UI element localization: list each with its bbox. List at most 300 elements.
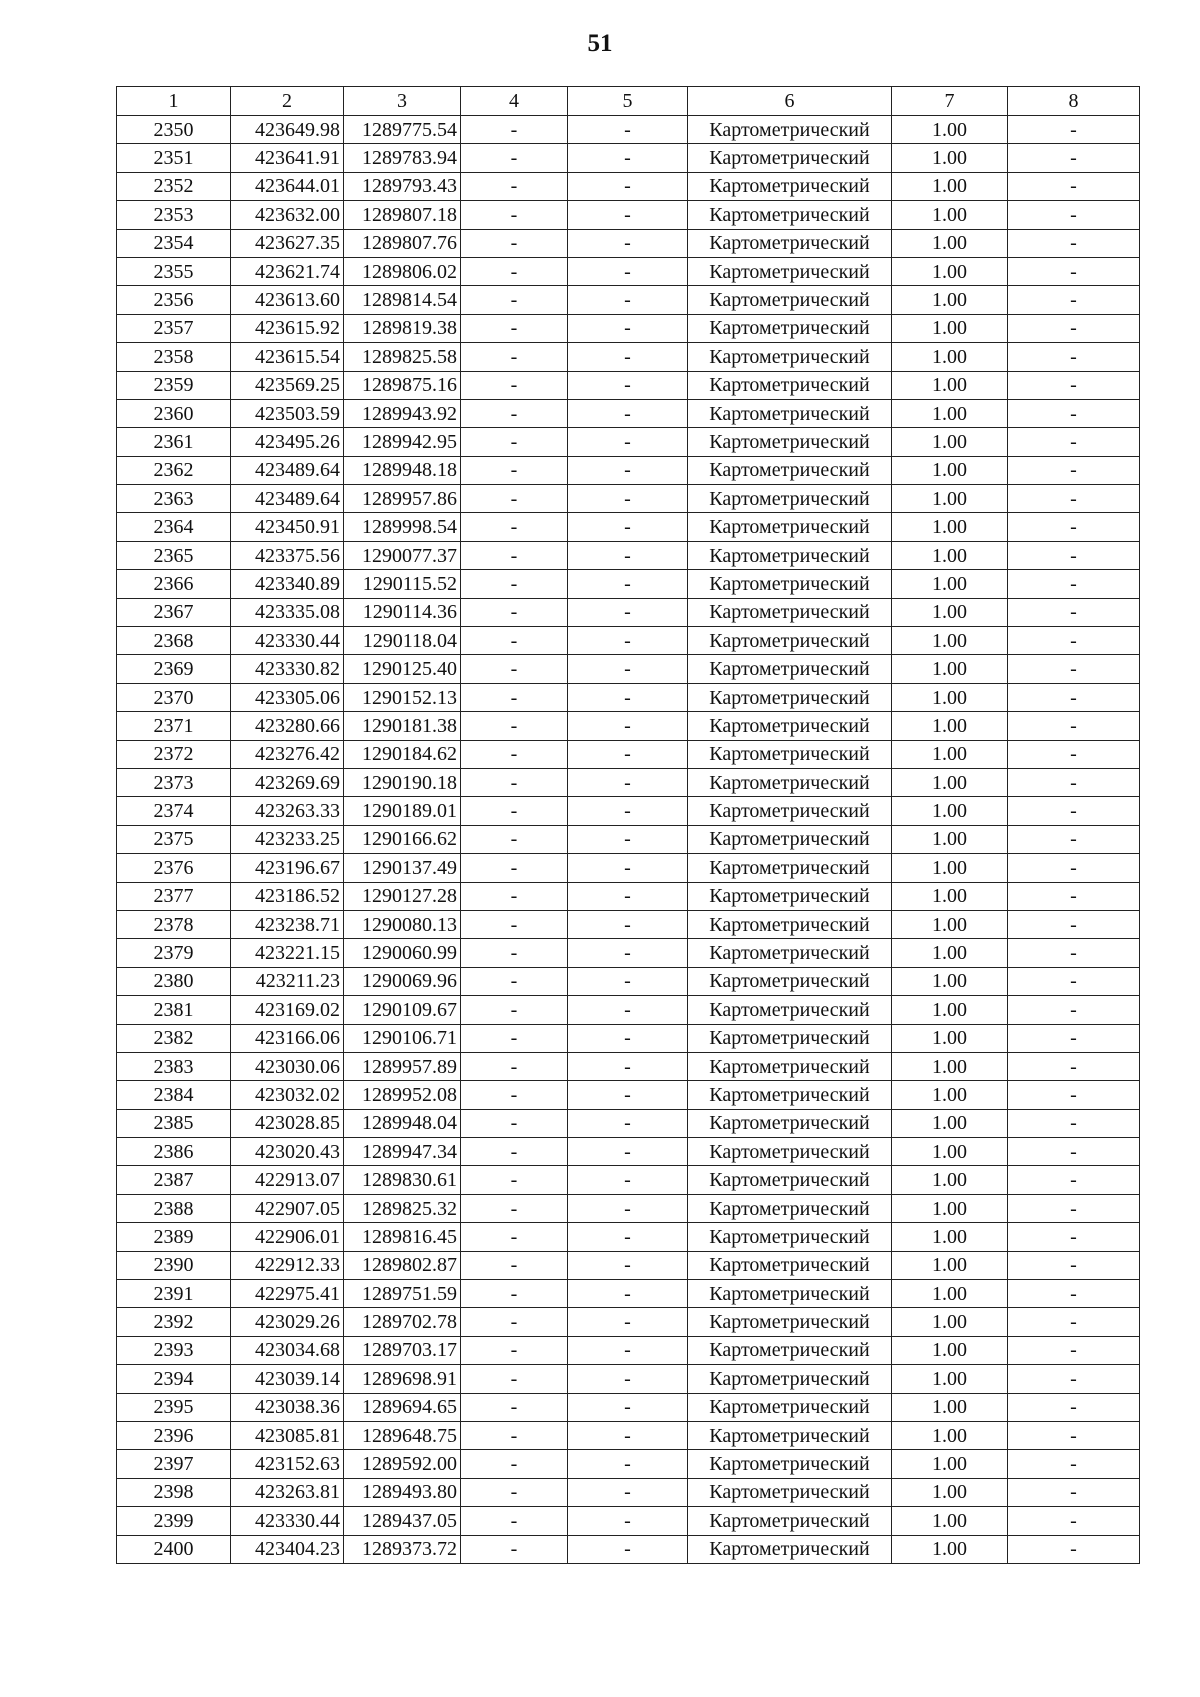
col4-cell: - — [461, 314, 568, 342]
table-row — [117, 598, 1140, 626]
col4-cell: - — [461, 967, 568, 995]
method-cell: Картометрический — [688, 314, 892, 342]
col5-cell: - — [568, 428, 688, 456]
method-cell: Картометрический — [688, 1478, 892, 1506]
col4-cell: - — [461, 627, 568, 655]
accuracy-cell: 1.00 — [892, 1024, 1008, 1052]
method-cell: Картометрический — [688, 1365, 892, 1393]
y-coordinate-cell: 1290114.36 — [344, 598, 461, 626]
col8-cell: - — [1008, 541, 1140, 569]
accuracy-cell: 1.00 — [892, 1421, 1008, 1449]
y-coordinate-cell: 1290127.28 — [344, 882, 461, 910]
table-row — [117, 286, 1140, 314]
col5-cell: - — [568, 399, 688, 427]
x-coordinate-cell: 422907.05 — [231, 1194, 344, 1222]
col4-cell: - — [461, 825, 568, 853]
method-cell: Картометрический — [688, 485, 892, 513]
method-cell: Картометрический — [688, 428, 892, 456]
method-cell: Картометрический — [688, 1507, 892, 1535]
table-row — [117, 854, 1140, 882]
col4-cell: - — [461, 683, 568, 711]
x-coordinate-cell: 423276.42 — [231, 740, 344, 768]
col4-cell: - — [461, 229, 568, 257]
x-coordinate-cell: 423330.44 — [231, 1507, 344, 1535]
point-number-cell: 2357 — [117, 314, 231, 342]
x-coordinate-cell: 423263.81 — [231, 1478, 344, 1506]
point-number-cell: 2353 — [117, 201, 231, 229]
col8-cell: - — [1008, 399, 1140, 427]
method-cell: Картометрический — [688, 1535, 892, 1563]
col4-cell: - — [461, 541, 568, 569]
y-coordinate-cell: 1290152.13 — [344, 683, 461, 711]
x-coordinate-cell: 423615.54 — [231, 343, 344, 371]
col4-cell: - — [461, 257, 568, 285]
y-coordinate-cell: 1289825.58 — [344, 343, 461, 371]
point-number-cell: 2370 — [117, 683, 231, 711]
method-cell: Картометрический — [688, 513, 892, 541]
x-coordinate-cell: 423280.66 — [231, 712, 344, 740]
table-row — [117, 144, 1140, 172]
x-coordinate-cell: 423627.35 — [231, 229, 344, 257]
col4-cell: - — [461, 1478, 568, 1506]
point-number-cell: 2382 — [117, 1024, 231, 1052]
table-row — [117, 825, 1140, 853]
table-row — [117, 343, 1140, 371]
point-number-cell: 2377 — [117, 882, 231, 910]
col4-cell: - — [461, 1535, 568, 1563]
table-row — [117, 201, 1140, 229]
table-row — [117, 1223, 1140, 1251]
col4-cell: - — [461, 513, 568, 541]
col4-cell: - — [461, 598, 568, 626]
x-coordinate-cell: 423186.52 — [231, 882, 344, 910]
table-row — [117, 768, 1140, 796]
y-coordinate-cell: 1290118.04 — [344, 627, 461, 655]
col5-cell: - — [568, 740, 688, 768]
accuracy-cell: 1.00 — [892, 1308, 1008, 1336]
col4-cell: - — [461, 939, 568, 967]
col8-cell: - — [1008, 996, 1140, 1024]
accuracy-cell: 1.00 — [892, 740, 1008, 768]
accuracy-cell: 1.00 — [892, 627, 1008, 655]
table-row — [117, 797, 1140, 825]
col8-cell: - — [1008, 513, 1140, 541]
y-coordinate-cell: 1289592.00 — [344, 1450, 461, 1478]
table-row — [117, 1507, 1140, 1535]
accuracy-cell: 1.00 — [892, 967, 1008, 995]
col4-cell: - — [461, 1336, 568, 1364]
accuracy-cell: 1.00 — [892, 1450, 1008, 1478]
col8-cell: - — [1008, 627, 1140, 655]
table-row — [117, 1393, 1140, 1421]
y-coordinate-cell: 1290125.40 — [344, 655, 461, 683]
col8-cell: - — [1008, 1024, 1140, 1052]
accuracy-cell: 1.00 — [892, 371, 1008, 399]
table-row — [117, 513, 1140, 541]
accuracy-cell: 1.00 — [892, 825, 1008, 853]
table-row — [117, 456, 1140, 484]
col8-cell: - — [1008, 1081, 1140, 1109]
x-coordinate-cell: 423020.43 — [231, 1138, 344, 1166]
col8-cell: - — [1008, 712, 1140, 740]
accuracy-cell: 1.00 — [892, 144, 1008, 172]
col4-cell: - — [461, 882, 568, 910]
y-coordinate-cell: 1289806.02 — [344, 257, 461, 285]
table-row — [117, 1421, 1140, 1449]
y-coordinate-cell: 1289783.94 — [344, 144, 461, 172]
x-coordinate-cell: 423613.60 — [231, 286, 344, 314]
col5-cell: - — [568, 513, 688, 541]
x-coordinate-cell: 423028.85 — [231, 1109, 344, 1137]
col5-cell: - — [568, 1421, 688, 1449]
col8-cell: - — [1008, 1194, 1140, 1222]
accuracy-cell: 1.00 — [892, 257, 1008, 285]
method-cell: Картометрический — [688, 201, 892, 229]
col8-cell: - — [1008, 371, 1140, 399]
method-cell: Картометрический — [688, 740, 892, 768]
column-header: 6 — [688, 87, 892, 116]
col5-cell: - — [568, 797, 688, 825]
y-coordinate-cell: 1289816.45 — [344, 1223, 461, 1251]
accuracy-cell: 1.00 — [892, 1478, 1008, 1506]
method-cell: Картометрический — [688, 1421, 892, 1449]
y-coordinate-cell: 1289819.38 — [344, 314, 461, 342]
method-cell: Картометрический — [688, 371, 892, 399]
x-coordinate-cell: 423030.06 — [231, 1052, 344, 1080]
y-coordinate-cell: 1289957.89 — [344, 1052, 461, 1080]
x-coordinate-cell: 423221.15 — [231, 939, 344, 967]
y-coordinate-cell: 1289952.08 — [344, 1081, 461, 1109]
col4-cell: - — [461, 456, 568, 484]
col4-cell: - — [461, 116, 568, 144]
table-row — [117, 740, 1140, 768]
x-coordinate-cell: 423034.68 — [231, 1336, 344, 1364]
point-number-cell: 2368 — [117, 627, 231, 655]
table-row — [117, 257, 1140, 285]
x-coordinate-cell: 423503.59 — [231, 399, 344, 427]
accuracy-cell: 1.00 — [892, 513, 1008, 541]
method-cell: Картометрический — [688, 1308, 892, 1336]
method-cell: Картометрический — [688, 1138, 892, 1166]
method-cell: Картометрический — [688, 627, 892, 655]
column-header: 2 — [231, 87, 344, 116]
point-number-cell: 2375 — [117, 825, 231, 853]
y-coordinate-cell: 1289998.54 — [344, 513, 461, 541]
col8-cell: - — [1008, 1393, 1140, 1421]
col5-cell: - — [568, 1166, 688, 1194]
x-coordinate-cell: 423166.06 — [231, 1024, 344, 1052]
table-row — [117, 1251, 1140, 1279]
y-coordinate-cell: 1290166.62 — [344, 825, 461, 853]
method-cell: Картометрический — [688, 229, 892, 257]
point-number-cell: 2386 — [117, 1138, 231, 1166]
table-row — [117, 485, 1140, 513]
table-row — [117, 1336, 1140, 1364]
col8-cell: - — [1008, 1507, 1140, 1535]
x-coordinate-cell: 422913.07 — [231, 1166, 344, 1194]
table-row — [117, 399, 1140, 427]
point-number-cell: 2390 — [117, 1251, 231, 1279]
col5-cell: - — [568, 1081, 688, 1109]
col4-cell: - — [461, 1393, 568, 1421]
table-row — [117, 116, 1140, 144]
table-row — [117, 655, 1140, 683]
accuracy-cell: 1.00 — [892, 286, 1008, 314]
x-coordinate-cell: 423340.89 — [231, 570, 344, 598]
col8-cell: - — [1008, 1365, 1140, 1393]
col4-cell: - — [461, 1507, 568, 1535]
col8-cell: - — [1008, 201, 1140, 229]
y-coordinate-cell: 1289947.34 — [344, 1138, 461, 1166]
accuracy-cell: 1.00 — [892, 229, 1008, 257]
col5-cell: - — [568, 712, 688, 740]
col5-cell: - — [568, 1535, 688, 1563]
x-coordinate-cell: 423152.63 — [231, 1450, 344, 1478]
table-row — [117, 541, 1140, 569]
col4-cell: - — [461, 144, 568, 172]
method-cell: Картометрический — [688, 825, 892, 853]
col5-cell: - — [568, 1308, 688, 1336]
col5-cell: - — [568, 1138, 688, 1166]
table-row — [117, 1081, 1140, 1109]
y-coordinate-cell: 1289807.18 — [344, 201, 461, 229]
accuracy-cell: 1.00 — [892, 882, 1008, 910]
table-row — [117, 996, 1140, 1024]
y-coordinate-cell: 1290106.71 — [344, 1024, 461, 1052]
col8-cell: - — [1008, 598, 1140, 626]
y-coordinate-cell: 1290184.62 — [344, 740, 461, 768]
accuracy-cell: 1.00 — [892, 1081, 1008, 1109]
col5-cell: - — [568, 541, 688, 569]
method-cell: Картометрический — [688, 399, 892, 427]
col4-cell: - — [461, 1308, 568, 1336]
x-coordinate-cell: 423330.82 — [231, 655, 344, 683]
col8-cell: - — [1008, 144, 1140, 172]
col8-cell: - — [1008, 257, 1140, 285]
y-coordinate-cell: 1290190.18 — [344, 768, 461, 796]
method-cell: Картометрический — [688, 1223, 892, 1251]
accuracy-cell: 1.00 — [892, 1109, 1008, 1137]
accuracy-cell: 1.00 — [892, 399, 1008, 427]
x-coordinate-cell: 423330.44 — [231, 627, 344, 655]
point-number-cell: 2381 — [117, 996, 231, 1024]
col4-cell: - — [461, 1421, 568, 1449]
method-cell: Картометрический — [688, 1450, 892, 1478]
col5-cell: - — [568, 939, 688, 967]
x-coordinate-cell: 423489.64 — [231, 456, 344, 484]
accuracy-cell: 1.00 — [892, 201, 1008, 229]
accuracy-cell: 1.00 — [892, 598, 1008, 626]
col4-cell: - — [461, 1166, 568, 1194]
column-header: 8 — [1008, 87, 1140, 116]
col5-cell: - — [568, 1194, 688, 1222]
col8-cell: - — [1008, 683, 1140, 711]
method-cell: Картометрический — [688, 910, 892, 938]
table-row — [117, 683, 1140, 711]
x-coordinate-cell: 423641.91 — [231, 144, 344, 172]
accuracy-cell: 1.00 — [892, 541, 1008, 569]
point-number-cell: 2399 — [117, 1507, 231, 1535]
table-row — [117, 712, 1140, 740]
accuracy-cell: 1.00 — [892, 1052, 1008, 1080]
col4-cell: - — [461, 854, 568, 882]
col5-cell: - — [568, 655, 688, 683]
col8-cell: - — [1008, 1109, 1140, 1137]
col5-cell: - — [568, 1251, 688, 1279]
y-coordinate-cell: 1290069.96 — [344, 967, 461, 995]
col4-cell: - — [461, 1365, 568, 1393]
col4-cell: - — [461, 1280, 568, 1308]
table-row — [117, 1138, 1140, 1166]
table-row — [117, 1365, 1140, 1393]
method-cell: Картометрический — [688, 683, 892, 711]
col4-cell: - — [461, 1024, 568, 1052]
col4-cell: - — [461, 1109, 568, 1137]
col5-cell: - — [568, 371, 688, 399]
column-header: 5 — [568, 87, 688, 116]
method-cell: Картометрический — [688, 1393, 892, 1421]
accuracy-cell: 1.00 — [892, 1194, 1008, 1222]
point-number-cell: 2380 — [117, 967, 231, 995]
col4-cell: - — [461, 485, 568, 513]
table-row — [117, 314, 1140, 342]
col5-cell: - — [568, 1223, 688, 1251]
point-number-cell: 2376 — [117, 854, 231, 882]
y-coordinate-cell: 1289775.54 — [344, 116, 461, 144]
x-coordinate-cell: 423621.74 — [231, 257, 344, 285]
column-header: 7 — [892, 87, 1008, 116]
col5-cell: - — [568, 825, 688, 853]
point-number-cell: 2351 — [117, 144, 231, 172]
y-coordinate-cell: 1289648.75 — [344, 1421, 461, 1449]
col4-cell: - — [461, 201, 568, 229]
table-row — [117, 1194, 1140, 1222]
point-number-cell: 2393 — [117, 1336, 231, 1364]
x-coordinate-cell: 423038.36 — [231, 1393, 344, 1421]
y-coordinate-cell: 1289437.05 — [344, 1507, 461, 1535]
table-row — [117, 1308, 1140, 1336]
y-coordinate-cell: 1289825.32 — [344, 1194, 461, 1222]
y-coordinate-cell: 1289948.04 — [344, 1109, 461, 1137]
method-cell: Картометрический — [688, 996, 892, 1024]
point-number-cell: 2359 — [117, 371, 231, 399]
accuracy-cell: 1.00 — [892, 1223, 1008, 1251]
y-coordinate-cell: 1290137.49 — [344, 854, 461, 882]
method-cell: Картометрический — [688, 570, 892, 598]
x-coordinate-cell: 423450.91 — [231, 513, 344, 541]
method-cell: Картометрический — [688, 1024, 892, 1052]
col8-cell: - — [1008, 1166, 1140, 1194]
y-coordinate-cell: 1290060.99 — [344, 939, 461, 967]
col4-cell: - — [461, 655, 568, 683]
y-coordinate-cell: 1289702.78 — [344, 1308, 461, 1336]
col8-cell: - — [1008, 1535, 1140, 1563]
point-number-cell: 2379 — [117, 939, 231, 967]
col5-cell: - — [568, 1507, 688, 1535]
col4-cell: - — [461, 570, 568, 598]
accuracy-cell: 1.00 — [892, 570, 1008, 598]
method-cell: Картометрический — [688, 797, 892, 825]
method-cell: Картометрический — [688, 1194, 892, 1222]
x-coordinate-cell: 423404.23 — [231, 1535, 344, 1563]
coordinates-table — [116, 86, 1140, 1564]
col8-cell: - — [1008, 343, 1140, 371]
col5-cell: - — [568, 627, 688, 655]
col5-cell: - — [568, 570, 688, 598]
table-header-row — [117, 87, 1140, 116]
point-number-cell: 2398 — [117, 1478, 231, 1506]
x-coordinate-cell: 423489.64 — [231, 485, 344, 513]
col8-cell: - — [1008, 740, 1140, 768]
x-coordinate-cell: 423029.26 — [231, 1308, 344, 1336]
point-number-cell: 2367 — [117, 598, 231, 626]
col4-cell: - — [461, 371, 568, 399]
accuracy-cell: 1.00 — [892, 172, 1008, 200]
table-row — [117, 1450, 1140, 1478]
point-number-cell: 2374 — [117, 797, 231, 825]
col5-cell: - — [568, 456, 688, 484]
col5-cell: - — [568, 314, 688, 342]
col4-cell: - — [461, 996, 568, 1024]
x-coordinate-cell: 423263.33 — [231, 797, 344, 825]
y-coordinate-cell: 1289694.65 — [344, 1393, 461, 1421]
table-row — [117, 1024, 1140, 1052]
col5-cell: - — [568, 257, 688, 285]
col5-cell: - — [568, 172, 688, 200]
point-number-cell: 2395 — [117, 1393, 231, 1421]
table-body — [117, 116, 1140, 1564]
col8-cell: - — [1008, 1138, 1140, 1166]
x-coordinate-cell: 422912.33 — [231, 1251, 344, 1279]
col5-cell: - — [568, 967, 688, 995]
col5-cell: - — [568, 485, 688, 513]
method-cell: Картометрический — [688, 712, 892, 740]
col8-cell: - — [1008, 910, 1140, 938]
col8-cell: - — [1008, 825, 1140, 853]
table-row — [117, 1478, 1140, 1506]
col8-cell: - — [1008, 570, 1140, 598]
method-cell: Картометрический — [688, 768, 892, 796]
x-coordinate-cell: 423335.08 — [231, 598, 344, 626]
col8-cell: - — [1008, 456, 1140, 484]
col4-cell: - — [461, 910, 568, 938]
col5-cell: - — [568, 201, 688, 229]
point-number-cell: 2391 — [117, 1280, 231, 1308]
point-number-cell: 2364 — [117, 513, 231, 541]
accuracy-cell: 1.00 — [892, 485, 1008, 513]
method-cell: Картометрический — [688, 655, 892, 683]
method-cell: Картометрический — [688, 1251, 892, 1279]
col8-cell: - — [1008, 655, 1140, 683]
col8-cell: - — [1008, 1251, 1140, 1279]
y-coordinate-cell: 1290077.37 — [344, 541, 461, 569]
col8-cell: - — [1008, 314, 1140, 342]
table-row — [117, 967, 1140, 995]
accuracy-cell: 1.00 — [892, 939, 1008, 967]
point-number-cell: 2366 — [117, 570, 231, 598]
accuracy-cell: 1.00 — [892, 428, 1008, 456]
accuracy-cell: 1.00 — [892, 1138, 1008, 1166]
x-coordinate-cell: 423632.00 — [231, 201, 344, 229]
table-row — [117, 1280, 1140, 1308]
col8-cell: - — [1008, 797, 1140, 825]
accuracy-cell: 1.00 — [892, 456, 1008, 484]
col5-cell: - — [568, 1393, 688, 1421]
point-number-cell: 2400 — [117, 1535, 231, 1563]
point-number-cell: 2373 — [117, 768, 231, 796]
accuracy-cell: 1.00 — [892, 655, 1008, 683]
accuracy-cell: 1.00 — [892, 1365, 1008, 1393]
